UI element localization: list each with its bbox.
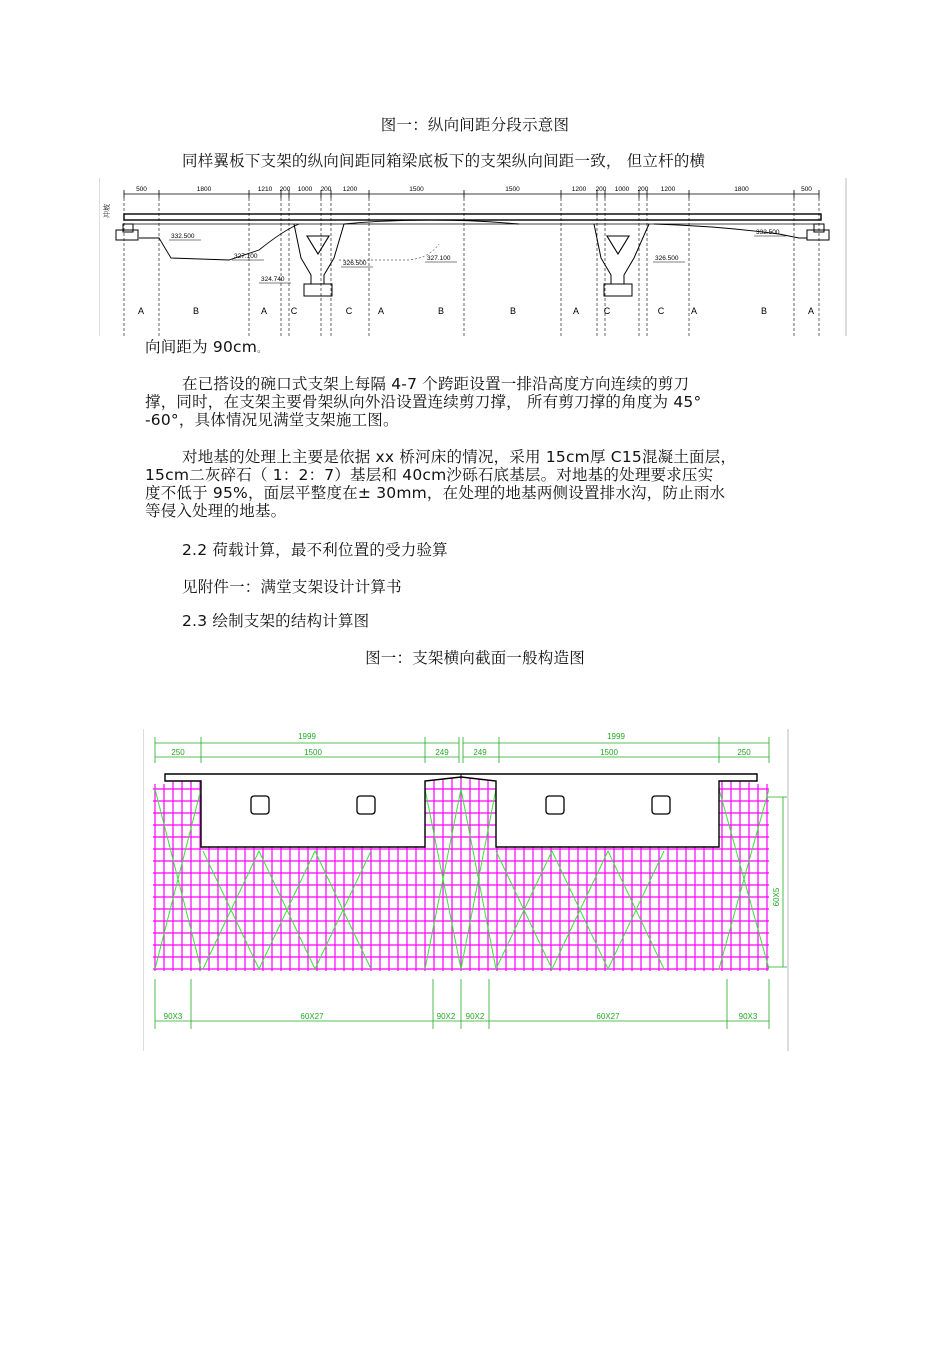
paragraph-3-line-2: 15cm二灰碎石（ 1：2：7）基层和 40cm沙砾石底基层。对地基的处理要求压实 — [145, 466, 714, 484]
figure-2-part-dim-2: 249 — [435, 748, 449, 757]
figure-1-dim-7: 1500 — [409, 186, 424, 193]
figure-1-dim-15: 500 — [801, 186, 812, 193]
figure-1-elevation-labels — [169, 229, 786, 283]
figure-2-caption: 图一：支架横向截面一般构造图 — [365, 649, 585, 667]
figure-1-top-dimensions — [124, 186, 819, 198]
figure-1-zone-3: C — [290, 306, 298, 316]
figure-1-caption: 图一：纵向间距分段示意图 — [380, 116, 570, 134]
figure-1-dim-10: 200 — [595, 186, 607, 193]
figure-2-bottom-dim-4: 60X27 — [596, 1012, 620, 1021]
figure-1-dim-9: 1200 — [571, 186, 587, 193]
figure-1-zone-6: B — [437, 306, 445, 316]
figure-1-zone-8: A — [572, 306, 580, 316]
figure-1-drawing — [99, 178, 847, 336]
figure-1-zone-5: A — [377, 306, 385, 316]
figure-2-bottom-dim-1: 60X27 — [300, 1012, 324, 1021]
figure-1-elevation-2: 324.740 — [261, 276, 285, 283]
section-2-3-heading: 2.3 绘制支架的结构计算图 — [182, 612, 370, 630]
figure-1-dim-12: 200 — [637, 186, 649, 193]
figure-1-side-label: 冲坡 — [104, 204, 111, 218]
figure-1-zone-labels — [124, 198, 819, 336]
figure-1-dim-4: 1000 — [297, 186, 313, 193]
appendix-reference: 见附件一：满堂支架设计计算书 — [182, 578, 402, 596]
figure-2-bottom-dim-2: 90X2 — [436, 1012, 456, 1021]
paragraph-1-line-2 — [145, 337, 266, 361]
figure-1-zone-12: B — [760, 306, 768, 316]
figure-1-zone-4: C — [345, 306, 353, 316]
figure-1-zone-0: A — [137, 306, 145, 316]
figure-1-zone-2: A — [260, 306, 268, 316]
paragraph-3-line-3: 度不低于 95%，面层平整度在± 30mm，在处理的地基两侧设置排水沟，防止雨水 — [145, 484, 726, 502]
figure-1-zone-10: C — [657, 306, 665, 316]
paragraph-1-line-2-mark: 。 — [257, 345, 267, 355]
figure-2-bottom-dim-3: 90X2 — [465, 1012, 485, 1021]
figure-1-dim-11: 1000 — [614, 186, 630, 193]
figure-2-part-dim-5: 250 — [737, 748, 751, 757]
figure-1-elevation-4: 327.100 — [427, 255, 451, 262]
figure-1-zone-13: A — [807, 306, 815, 316]
figure-1-dim-3: 200 — [279, 186, 291, 193]
figure-2-part-dim-0: 250 — [171, 748, 185, 757]
figure-1-elevation-0: 332.500 — [171, 233, 195, 240]
figure-2-right-dimension: 60X5 — [772, 887, 781, 907]
figure-1-dim-2: 1210 — [257, 186, 273, 193]
figure-1-zone-1: B — [192, 306, 200, 316]
figure-2-bottom-dim-5: 90X3 — [738, 1012, 758, 1021]
figure-1-dim-8: 1500 — [505, 186, 520, 193]
paragraph-2-line-1: 在已搭设的碗口式支架上每隔 4-7 个跨距设置一排沿高度方向连续的剪刀 — [182, 375, 690, 393]
figure-2-bottom-dim-0: 90X3 — [163, 1012, 183, 1021]
figure-1-dim-5: 200 — [320, 186, 332, 193]
figure-1-zone-7: B — [509, 306, 517, 316]
figure-1-longitudinal-section — [99, 178, 847, 336]
figure-2-transverse-section — [143, 729, 789, 1051]
paragraph-1-line-2-text: 向间距为 90cm — [145, 338, 258, 356]
figure-1-dim-1: 1800 — [196, 186, 212, 193]
figure-1-dim-6: 1200 — [342, 186, 358, 193]
paragraph-3-line-1: 对地基的处理上主要是依据 xx 桥河床的情况，采用 15cm厚 C15混凝土面层， — [182, 448, 737, 466]
figure-1-dim-0: 500 — [136, 186, 147, 193]
figure-1-zone-11: A — [690, 306, 698, 316]
figure-1-elevation-6: 332.500 — [756, 229, 780, 236]
figure-2-bottom-dimensions — [155, 979, 769, 1029]
figure-2-part-dim-1: 1500 — [304, 748, 322, 757]
figure-2-total-dim-0: 1999 — [298, 732, 316, 741]
paragraph-1-line-1: 同样翼板下支架的纵向间距同箱梁底板下的支架纵向间距一致， 但立杆的横 — [182, 152, 706, 170]
paragraph-2-line-3: -60°，具体情况见满堂支架施工图。 — [145, 411, 399, 429]
figure-2-top-dimensions — [155, 732, 769, 763]
figure-2-part-dim-4: 1500 — [600, 748, 618, 757]
figure-2-part-dim-3: 249 — [473, 748, 487, 757]
figure-1-elevation-3: 326.500 — [343, 260, 367, 267]
figure-2-total-dim-1: 1999 — [607, 732, 625, 741]
figure-1-dim-14: 1800 — [734, 186, 749, 193]
figure-1-elevation-5: 326.500 — [655, 255, 679, 262]
paragraph-2-line-2: 撑，同时，在支架主要骨架纵向外沿设置连续剪刀撑， 所有剪刀撑的角度为 45° — [145, 393, 702, 411]
section-2-2-heading: 2.2 荷载计算，最不利位置的受力验算 — [182, 541, 448, 559]
figure-1-elevation-1: 327.100 — [234, 253, 258, 260]
figure-2-drawing — [143, 729, 789, 1051]
figure-1-zone-9: C — [603, 306, 611, 316]
paragraph-3-line-4: 等侵入处理的地基。 — [145, 502, 287, 520]
figure-1-dim-13: 1200 — [660, 186, 676, 193]
